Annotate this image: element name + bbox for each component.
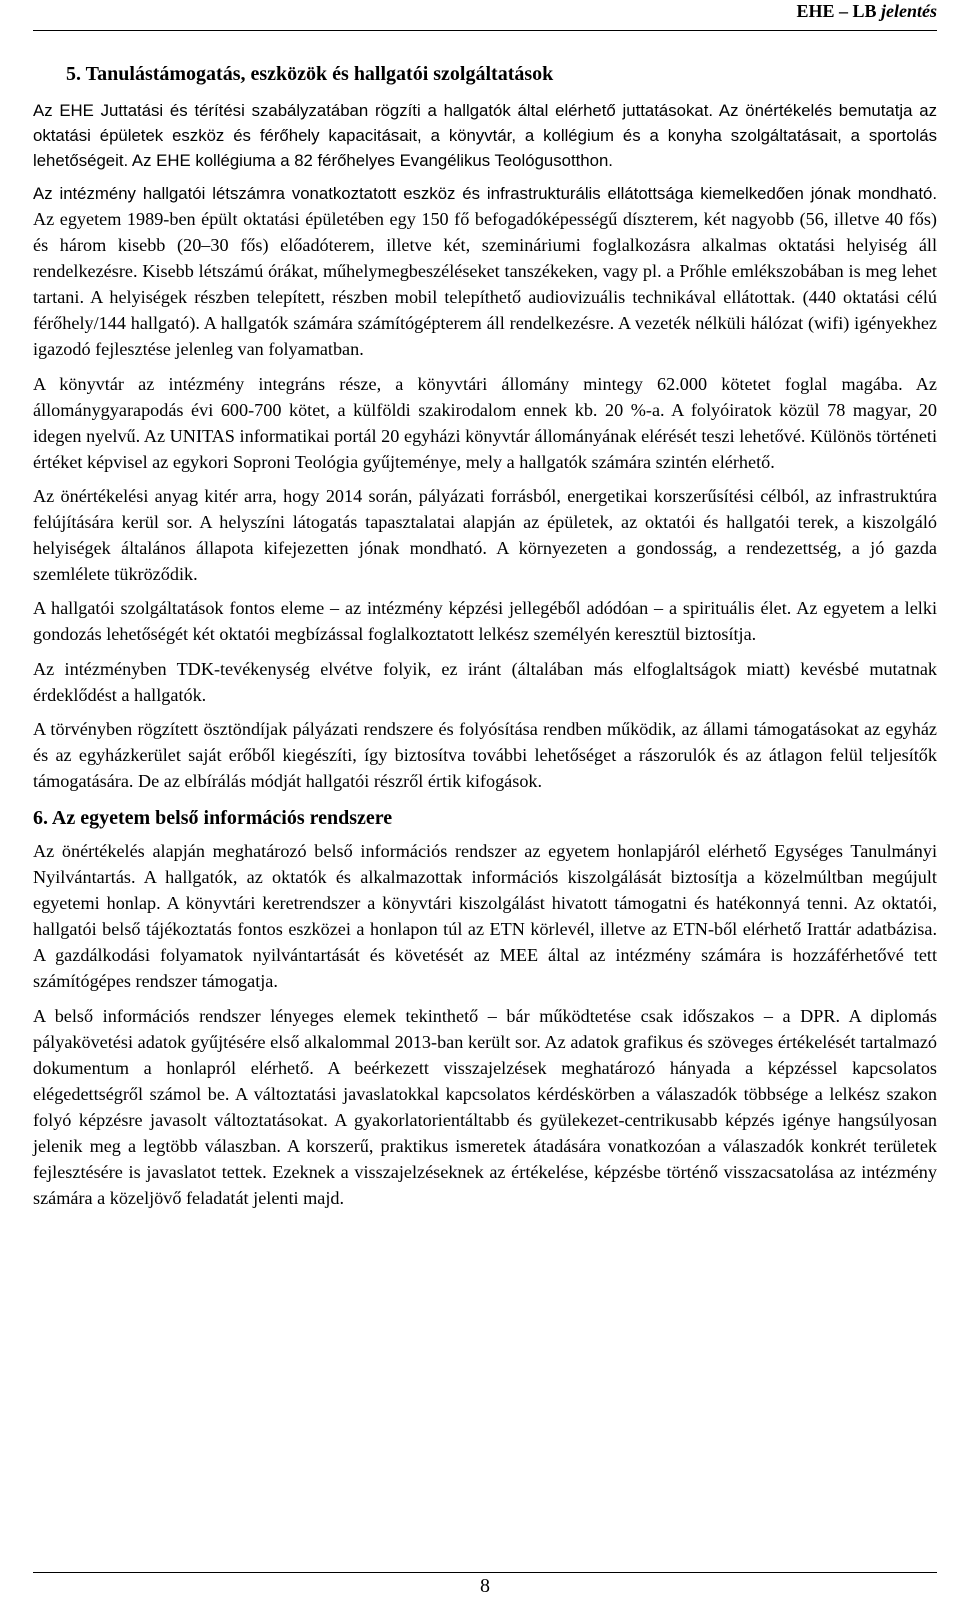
section-5-paragraph-5: A hallgatói szolgáltatások fontos eleme ‒ az intézmény képzési jellegéből adódóan ‒ a spirituális élet. Az egyetem a lelki gondozás lehetőségét két oktatói megbízással foglalkoztatott lelkész személyén keresztül biztosítja. [33,598,937,645]
section-5-paragraph-6: Az intézményben TDK-tevékenység elvétve folyik, ez iránt (általában más elfoglaltságok miatt) kevésbé mutatnak érdeklődést a hallgatók. [33,658,937,705]
section-5-paragraph-2 [33,181,937,363]
page-content [33,60,937,1219]
section-5-paragraph-7: A törvényben rögzített ösztöndíjak pályázati rendszere és folyósítása rendben működik, az állami támogatásokat az egyház és az egyházkerület saját erőből kiegészíti, így biztosítva további lehetőséget a rászorulók és az átlagon felül teljesítők támogatására. De az elbírálás módját hallgatói részről értik kifogások. [33,718,937,791]
section-5-paragraph-1: Az EHE Juttatási és térítési szabályzatában rögzíti a hallgatók által elérhető juttatásokat. Az önértékelés bemutatja az oktatási épületek eszköz és férőhely kapacitásait, a könyvtár, a kollégium és a konyha szolgáltatásait, a sportolás lehetőségeit. Az EHE kollégiuma a 82 férőhelyes Evangélikus Teológusotthon. [33,101,937,170]
section-5-paragraph-2-sans: Az intézmény hallgatói létszámra vonatkoztatott eszköz és infrastrukturális ellátottsága kiemelkedően jónak mondható. [33,184,937,203]
header-title-italic: jelentés [881,1,937,21]
header-title: EHE – LB [796,1,877,21]
section-5-paragraph-4: Az önértékelési anyag kitér arra, hogy 2014 során, pályázati forrásból, energetikai korszerűsítési célból, az infrastruktúra felújítására kerül sor. A helyszíni látogatás tapasztalatai alapján az épületek, az oktatói és hallgatói terek, a kiszolgáló helyiségek általános állapota kifejezetten jónak mondható. A környezeten a gondosság, a rendezettség, a jó gazda szemlélete tükröződik. [33,485,937,585]
section-5-heading: 5. Tanulástámogatás, eszközök és hallgatói szolgáltatások [66,63,554,85]
section-6-heading: 6. Az egyetem belső információs rendszere [33,806,393,829]
section-5-paragraph-2-serif: Az egyetem 1989-ben épült oktatási épületében egy 150 fő befogadóképességű díszterem, két nagyobb (56, illetve 40 fős) és három kisebb (20‒30 fős) előadóterem, illetve két, szemináriumi foglalkozásra alkalmas oktatási helyiség áll rendelkezésre. Kisebb létszámú órákat, műhelymegbeszéléseket tanszékeken, vagy pl. a Prőhle emlékszobában is meg lehet tartani. A helyiségek részben telepített, részben mobil telepíthető audiovizuális technikával ellátottak. (440 oktatási célú férőhely/144 hallgató). A hallgatók számára számítógépterem áll rendelkezésre. A vezeték nélküli hálózat (wifi) igényekhez igazodó fejlesztése jelenleg van folyamatban. [33,209,937,360]
section-5-paragraph-3: A könyvtár az intézmény integráns része, a könyvtári állomány mintegy 62.000 kötetet foglal magába. Az állománygyarapodás évi 600-700 kötet, a külföldi szakirodalom ennek kb. 20 %-a. A folyóiratok közül 78 magyar, 20 idegen nyelvű. Az UNITAS informatikai portál 20 egyházi könyvtár állományának elérését teszi lehetővé. Különös történeti értéket képvisel az egykori Soproni Teológia gyűjteménye, mely a hallgatók számára szintén elérhető. [33,373,937,472]
page-footer [33,1572,937,1599]
page-header [33,0,937,31]
section-6-paragraph-2: A belső információs rendszer lényeges elemek tekinthető ‒ bár működtetése csak időszakos ‒ a DPR. A diplomás pályakövetési adatok gyűjtésére első alkalommal 2013-ban került sor. Az adatok grafikus és szöveges értékelését tartalmazó dokumentum a honlapról elérhető. A beérkezett visszajelzések meghatározó hányada a képzéssel kapcsolatos elégedettségről számol be. A változtatási javaslatokkal kapcsolatos kérdéskörben a válaszadók többsége a lelkész szakon folyó képzésre javasolt változtatásokat. A gyakorlatorientáltabb és gyülekezet-centrikusabb képzés igénye hangsúlyosan jelenik meg a legtöbb válaszban. A korszerű, praktikus ismeretek átadására vonatkozóan a válaszadók konkrét területek fejlesztésére is javaslatot tettek. Ezeknek a visszajelzéseknek az értékelése, képzésbe történő visszacsatolása az intézmény számára a közeljövő feladatát jelenti majd. [33,1005,937,1209]
page-number: 8 [480,1575,490,1597]
section-6-paragraph-1: Az önértékelés alapján meghatározó belső információs rendszer az egyetem honlapjáról elérhető Egységes Tanulmányi Nyilvántartás. A hallgatók, az oktatók és alkalmazottak információs kiszolgálását biztosítja a közelmúltban megújult egyetemi honlap. A könyvtári keretrendszer a könyvtári kiszolgálást hivatott támogatni és hatékonnyá tenni. Az oktatói, hallgatói belső tájékoztatás fontos eszközei a honlapon túl az ETN körlevél, illetve az ETN-ből elérhető Irattár adatbázisa. A gazdálkodási folyamatok nyilvántartását és követését az MEE által az intézmény számára is hozzáférhetővé tett számítógépes rendszer támogatja. [33,840,937,992]
